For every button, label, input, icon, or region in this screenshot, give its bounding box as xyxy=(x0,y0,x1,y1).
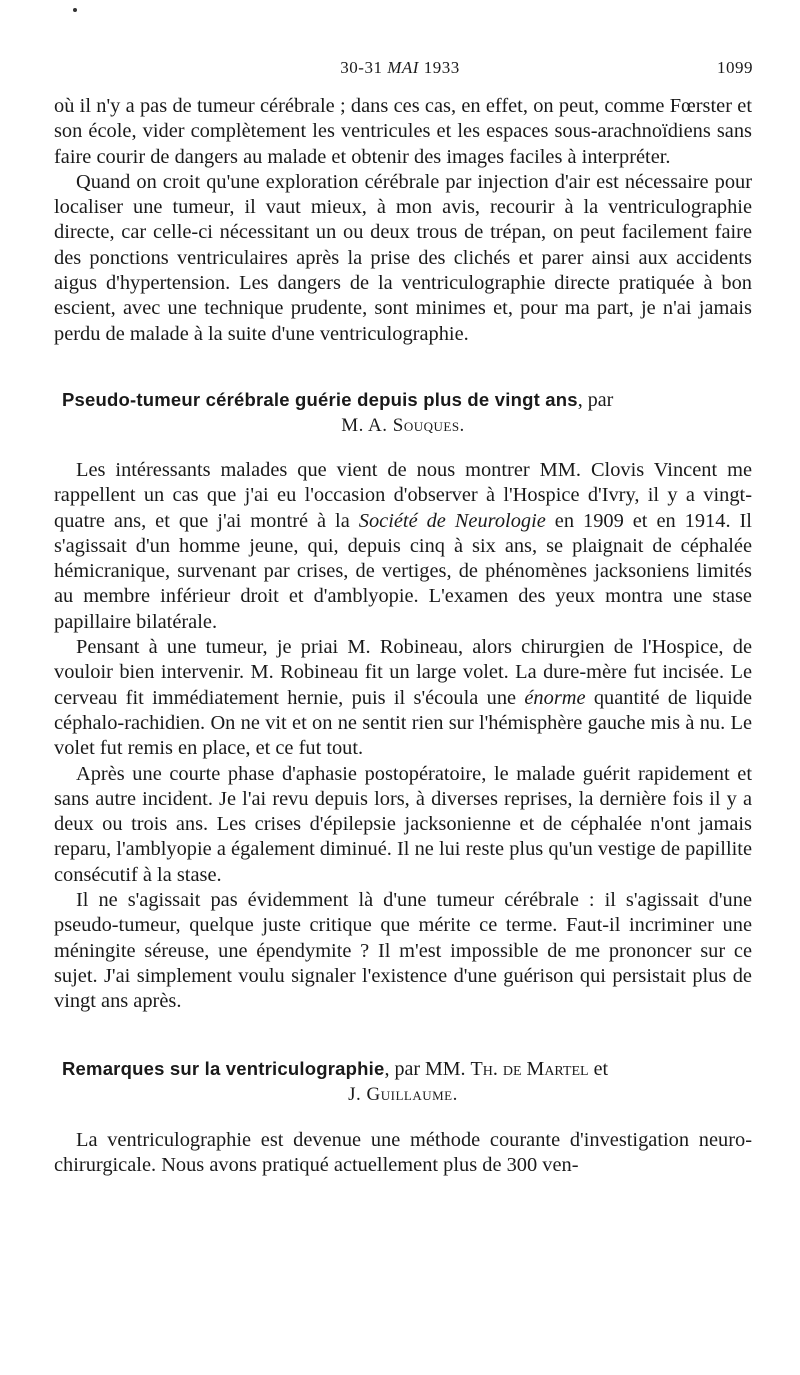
header-month: MAI xyxy=(387,58,419,77)
header-date: 30-31 MAI 1933 xyxy=(340,58,460,77)
article-1-title-bold: Pseudo-tumeur cérébrale guérie depuis plus de vingt ans xyxy=(62,388,578,410)
emphasis-word: énorme xyxy=(524,686,586,709)
article-2-title-bold: Remarques sur la ventriculographie xyxy=(62,1057,385,1079)
article-1-title: Pseudo-tumeur cérébrale guérie depuis plus de vingt ans, par xyxy=(62,388,614,411)
article-2-author xyxy=(54,1082,752,1107)
page-number: 1099 xyxy=(717,58,753,77)
article-2-title: Remarques sur la ventriculographie, par MM. Th. de Martel et xyxy=(62,1057,609,1080)
article-1-author-name: Souques. xyxy=(392,414,465,436)
article-1-paragraph-3: Après une courte phase d'aphasie postopératoire, le malade guérit rapidement et sans autre incident. Je l'ai revu depuis lors, à diverses reprises, la dernière fois il y a deux ou trois ans. Les crises d'épilepsie jacksonienne et de céphalée n'ont jamais reparu, l'amblyopie a également diminué. Il ne lui reste plus qu'un vestige de papillite consécutif à la stase. xyxy=(54,762,752,886)
article-1-paragraph-1: Les intéressants malades que vient de nous montrer MM. Clovis Vincent me rappellent un cas que j'ai eu l'occasion d'observer à l'Hospice d'Ivry, il y a vingt-quatre ans, et que j'ai montré à la Société de Neurologie en 1909 et en 1914. Il s'agissait d'un homme jeune, qui, depuis cinq à six ans, se plaignait de céphalée hémicranique, survenant par crises, de vertiges, de phénomènes jacksoniens limités au membre inférieur droit et d'amblyopie. L'examen des yeux montra une stase papillaire bilatérale. xyxy=(54,458,752,633)
page-body xyxy=(54,94,752,1178)
journal-name: Société de Neurologie xyxy=(358,509,546,532)
article-2-author-2: J. Guillaume. xyxy=(348,1083,458,1105)
intro-paragraph-2: Quand on croit qu'une exploration cérébrale par injection d'air est nécessaire pour localiser une tumeur, il vaut mieux, à mon avis, recourir à la ventriculographie directe, car celle-ci nécessitant un ou deux trous de trépan, on peut facilement faire des ponctions ventriculaires après la prise des clichés et parer ainsi aux accidents aigus d'hypertension. Les dangers de la ventriculographie directe pratiquée à bon escient, avec une technique prudente, sont minimes et, pour ma part, je n'ai jamais perdu de malade à la suite d'une ventriculographie. xyxy=(54,170,752,345)
article-1-paragraph-2: Pensant à une tumeur, je priai M. Robineau, alors chirurgien de l'Hospice, de vouloir bien intervenir. M. Robineau fit un large volet. La dure-mère fut incisée. Le cerveau fit immédiatement hernie, puis il s'écoula une énorme quantité de liquide céphalo-rachidien. On ne vit et on ne sentit rien sur l'hémisphère gauche mis à nu. Le volet fut remis en place, et ce fut tout. xyxy=(54,636,752,760)
article-1-author: M. A. Souques. xyxy=(341,414,465,436)
intro-paragraph-1: où il n'y a pas de tumeur cérébrale ; dans ces cas, en effet, on peut, comme Fœrster et son école, vider complètement les ventricules et les espaces sous-arachnoïdiens sans faire courir de dangers au malade et obtenir des images faciles à interpréter. xyxy=(54,95,752,168)
article-2-author-1: Th. de Martel xyxy=(470,1057,589,1080)
running-header xyxy=(0,58,800,82)
speck-mark xyxy=(73,8,77,12)
article-2-paragraph-1: La ventriculographie est devenue une méthode courante d'investigation neuro-chirurgicale. Nous avons pratiqué actuellement plus de 300 ven- xyxy=(54,1128,752,1176)
article-1-paragraph-4: Il ne s'agissait pas évidemment là d'une tumeur cérébrale : il s'agissait d'une pseudo-tumeur, quelque juste critique que mérite ce terme. Faut-il incriminer une méningite séreuse, une épendymite ? Il m'est impossible de me prononcer sur ce sujet. J'ai simplement voulu signaler l'existence d'une guérison qui persistait plus de vingt ans après. xyxy=(54,889,752,1013)
